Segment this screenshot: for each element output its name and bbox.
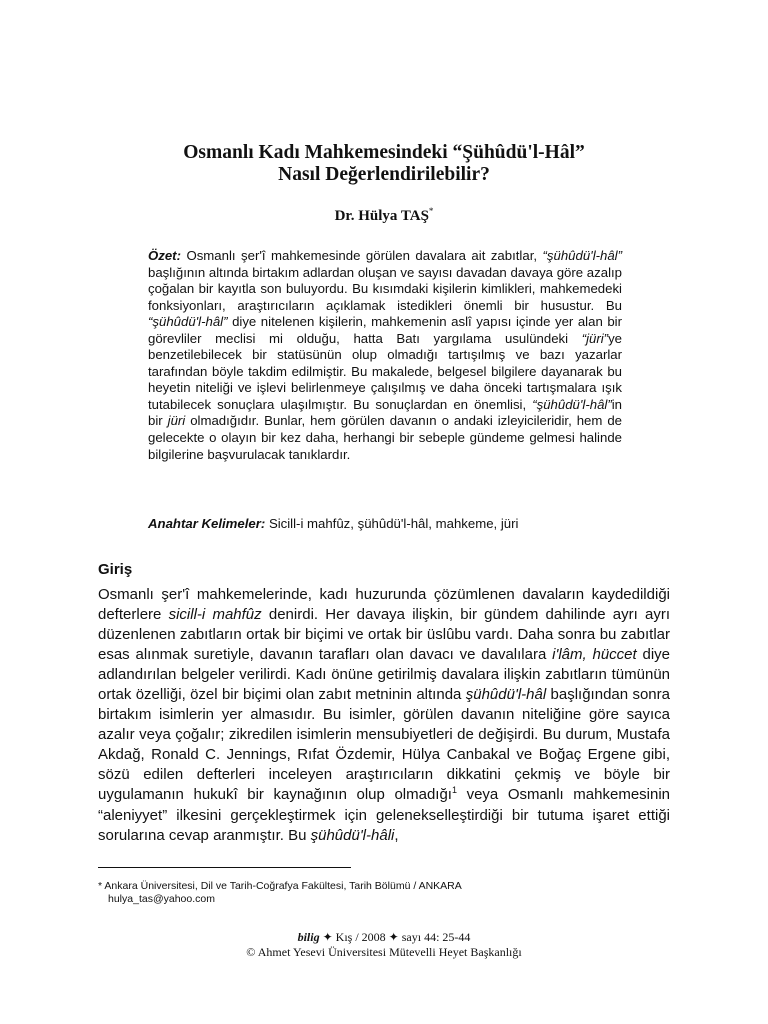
abstract-text: olmadığıdır. Bunlar, hem görülen davanın o andaki izleyicileridir, hem de gelecekte o olayın bir kez daha, herhangi bir sebeple gündeme gelmesi halinde bilgilerine başvurulacak tanıklardır.: [148, 413, 623, 462]
abstract-term: “şühûdü'l-hâl”: [148, 314, 228, 330]
body-term: şühûdü'l-hâl: [465, 686, 547, 704]
abstract-term: “şühûdü'l-hâl”: [532, 396, 612, 412]
footnote-email[interactable]: hulya_tas@yahoo.com: [108, 893, 215, 905]
body-term: i'lâm, hüccet: [552, 646, 637, 664]
separator-icon: ✦: [388, 930, 399, 944]
journal-footer: [60, 930, 708, 960]
abstract-text: ye benzetilebilecek bir statüsünün olup olmadığı tartışılmış ve bazı yazarlar tarafından böyle takdim edilmiştir. Bu makalede, belgesel bilgilere dayanarak bu heyetin niteliği ve işlevi belirlenmeye çalışılmış ve daha önceki tartışmalara ışık tutabilecek sonuçlara ulaşılmıştır. Bu sonuçlardan en önemlisi,: [148, 330, 622, 412]
author-name: Dr. Hülya TAŞ: [334, 208, 429, 224]
author-footnote-mark: *: [428, 206, 434, 216]
abstract-term: “şühûdü'l-hâl”: [542, 248, 623, 263]
journal-publisher: © Ahmet Yesevi Üniversitesi Mütevelli Heyet Başkanlığı: [246, 945, 522, 959]
abstract-term: jüri: [167, 413, 186, 429]
body-term: sicill-i mahfûz: [168, 606, 262, 624]
journal-issue: Kış / 2008: [335, 930, 386, 944]
abstract-text: Osmanlı şer'î mahkemesinde görülen davalara ait zabıtlar,: [186, 248, 538, 263]
body-text: diye adlandırılan belgeler verilirdi. Kadı önüne getirilmiş davalara ilişkin zabıtların tümünün ortak özelliği, özel bir biçimi olan zabıt metninin altında: [98, 646, 671, 704]
abstract-term: “jüri”: [581, 330, 609, 346]
body-text: ,: [394, 826, 399, 844]
abstract-text: diye nitelenen kişilerin, mahkemenin aslî yapısı içinde yer alan bir görevliler meclisi mi olduğu, hatta Batı yargılama usulündeki: [148, 314, 622, 346]
footnote-divider: [98, 867, 351, 868]
article-title: [60, 142, 708, 186]
footnote-affiliation: * Ankara Üniversitesi, Dil ve Tarih-Coğrafya Fakültesi, Tarih Bölümü / ANKARA: [98, 880, 462, 892]
section-heading: Giriş: [98, 561, 133, 578]
body-text: veya Osmanlı mahkemesinin “aleniyyet” ilkesini gerçekleştirmek için gelenekselleştirdiği bir tutuma işaret ettiği sorularına cevap aranmıştır. Bu: [98, 786, 671, 844]
keywords-label: Anahtar Kelimeler:: [148, 516, 266, 531]
footnote: [98, 880, 618, 906]
separator-icon: ✦: [322, 930, 333, 944]
journal-name: bilig: [297, 930, 320, 944]
footnote-reference[interactable]: 1: [451, 785, 457, 796]
body-text: denirdi. Her davaya ilişkin, bir gündem dahilinde ayrı ayrı düzenlenen zabıtların ortak bir biçimi ve ortak bir üslûbu vardı. Daha sonra bu zabıtlar esas alınmak suretiyle, davanın tarafları olan davacı ve davalılara: [98, 606, 671, 664]
body-term: şühûdü'l-hâli: [310, 826, 395, 844]
abstract-label: Özet:: [148, 248, 181, 263]
body-text: başlığından sonra birtakım isimlerin yer almasıdır. Bu isimler, görülen davanın niteliğine göre sayıca azalır veya çoğalır; zikredilen isimlerin mensubiyetleri de değişirdi. Bu durum, Mustafa Akdağ, Ronald C. Jennings, Rıfat Özdemir, Hülya Canbakal ve Boğaç Ergene gibi, sözü edilen defterleri inceleyen araştırıcıların dikkatini çekmiş ve böyle bir uygulamanın hukukî bir kaynağının olup olmadığı: [98, 686, 670, 804]
keywords: [148, 516, 622, 532]
journal-citation: [60, 930, 708, 945]
body-text: Osmanlı şer'î mahkemelerinde, kadı huzurunda çözümlenen davaların kaydedildiği defterlere: [98, 586, 670, 624]
title-line-1: Osmanlı Kadı Mahkemesindeki “Şühûdü'l-Hâl”: [183, 142, 585, 163]
keywords-text: Sicill-i mahfûz, şühûdü'l-hâl, mahkeme, jüri: [268, 516, 519, 531]
abstract-text: in bir: [148, 396, 622, 429]
abstract: [148, 248, 622, 463]
abstract-text: başlığının altında birtakım adlardan oluşan ve sayısı davadan davaya göre azalıp çoğalan bir kayıtla son buluyordu. Bu kısımdaki kişilerin kimlikleri, mahkemedeki fonksiyonları, araştırıcıların açıklamak istedikleri önemli bir husustur. Bu: [148, 264, 622, 313]
title-line-2: Nasıl Değerlendirilebilir?: [278, 164, 490, 185]
body-paragraph: [98, 585, 670, 846]
journal-pages: sayı 44: 25-44: [401, 930, 471, 944]
author: [60, 206, 708, 225]
